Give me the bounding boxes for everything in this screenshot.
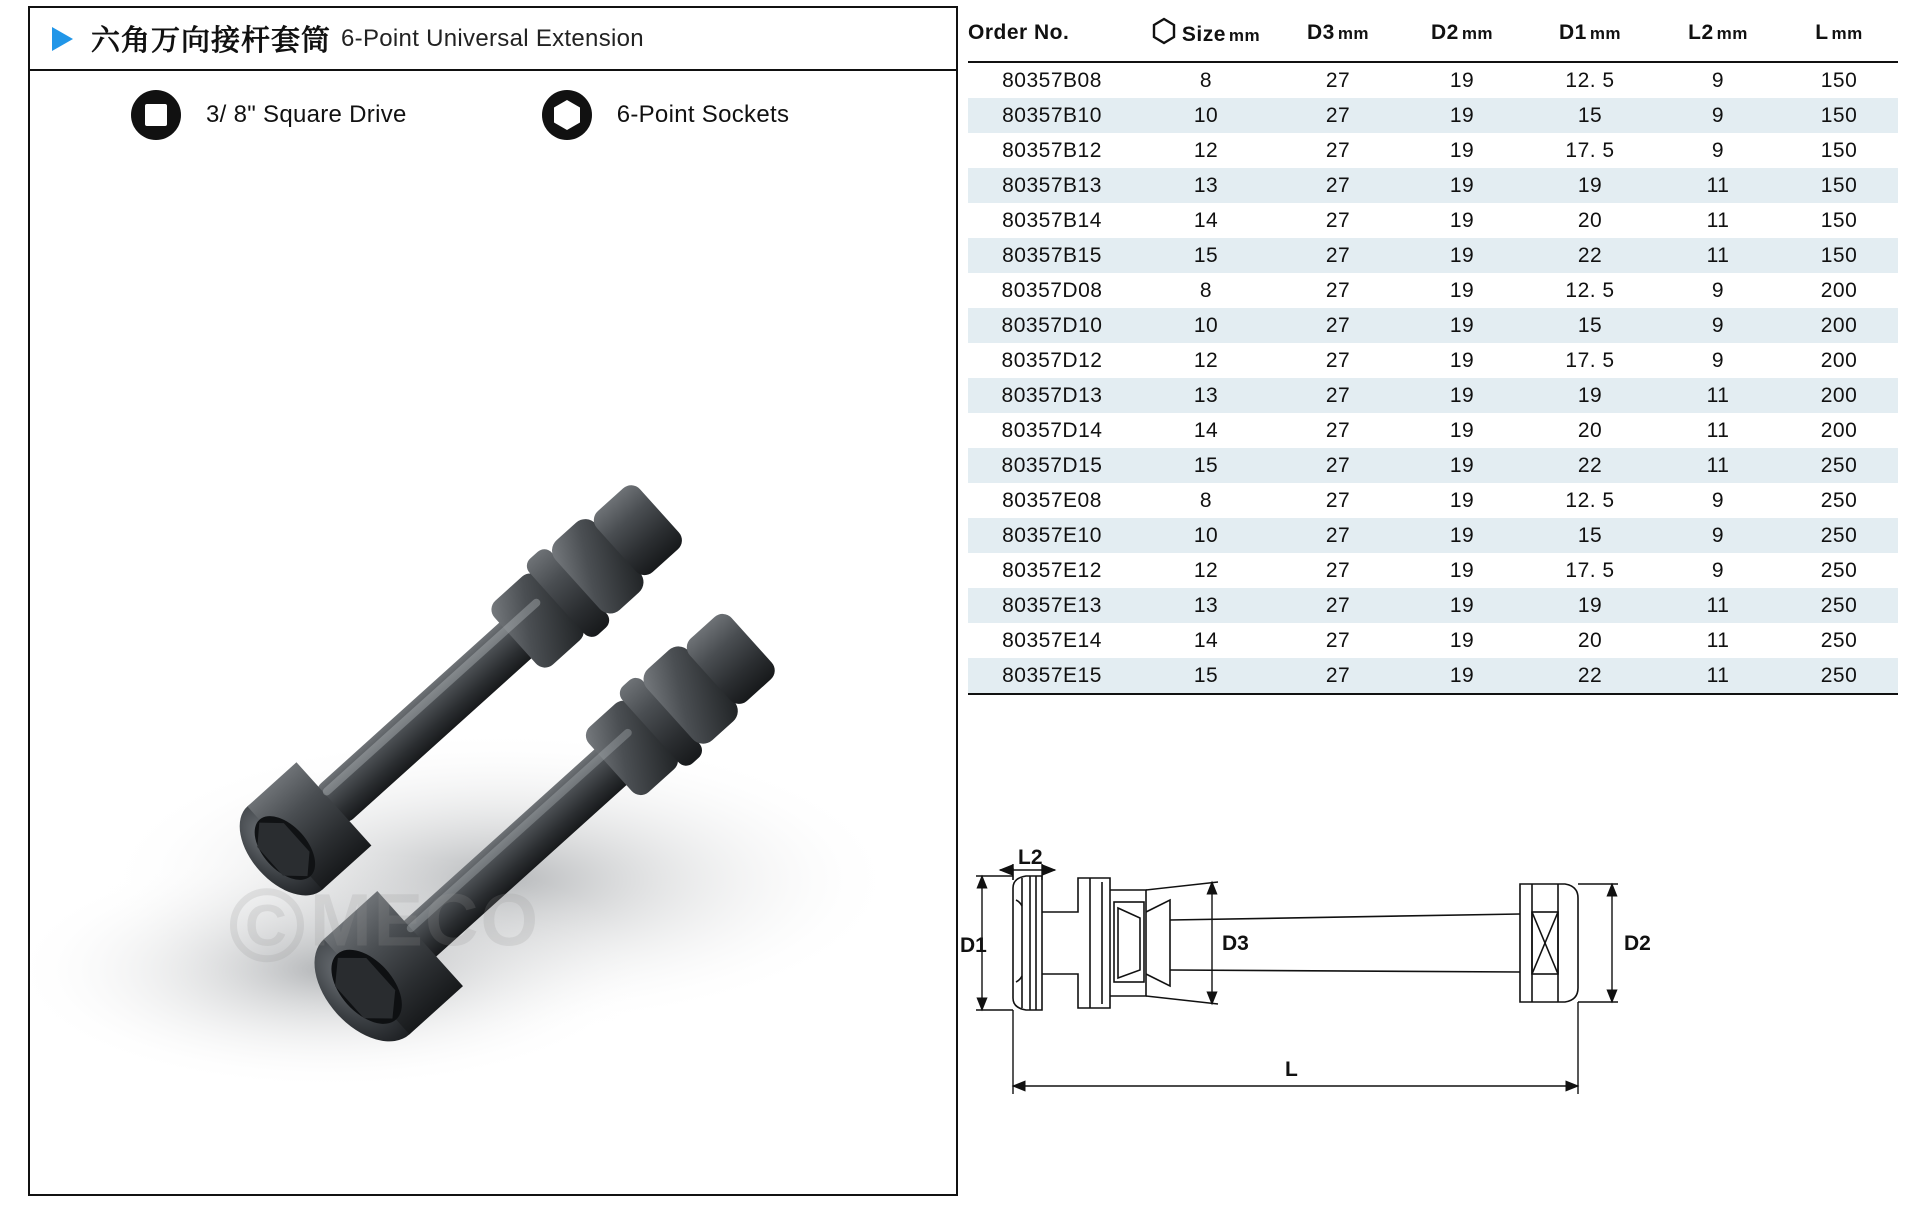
table-header-row xyxy=(968,8,1898,62)
cell-d1: 15 xyxy=(1577,524,1603,547)
cell-d2: 19 xyxy=(1449,279,1475,302)
cell-l: 150 xyxy=(1820,104,1858,127)
cell-l2: 9 xyxy=(1711,104,1725,127)
cell-order_no: 80357E12 xyxy=(1002,559,1102,582)
cell-order_no: 80357B15 xyxy=(1002,244,1102,267)
cell-d3: 27 xyxy=(1325,139,1351,162)
table-row xyxy=(968,273,1898,308)
cell-d2: 19 xyxy=(1449,384,1475,407)
cell-d2: 19 xyxy=(1449,524,1475,547)
cell-d1: 17. 5 xyxy=(1565,559,1615,582)
legend-item-square-drive xyxy=(128,87,407,143)
table-row xyxy=(968,343,1898,378)
cell-d3: 27 xyxy=(1325,314,1351,337)
watermark-circle: C xyxy=(230,889,304,963)
cell-d3: 27 xyxy=(1325,349,1351,372)
col-header-d3 xyxy=(1276,8,1400,62)
legend-label-square-drive: 3/ 8" Square Drive xyxy=(206,101,407,128)
cell-d1: 17. 5 xyxy=(1565,139,1615,162)
panel-title-bar xyxy=(30,8,956,71)
product-photo xyxy=(30,160,956,1194)
cell-d3: 27 xyxy=(1325,209,1351,232)
label-d1: D1 xyxy=(960,934,987,957)
cell-d3: 27 xyxy=(1276,658,1400,694)
cell-l: 150 xyxy=(1820,244,1858,267)
cell-d1: 22 xyxy=(1577,244,1603,267)
cell-order_no: 80357D08 xyxy=(1001,279,1103,302)
cell-l2: 9 xyxy=(1711,279,1725,302)
cell-d1: 12. 5 xyxy=(1565,69,1615,92)
product-panel xyxy=(28,6,958,1196)
cell-order_no: 80357D12 xyxy=(1001,349,1103,372)
col-unit-size: mm xyxy=(1228,26,1261,45)
cell-d1: 20 xyxy=(1577,629,1603,652)
col-unit-l2: mm xyxy=(1716,23,1748,43)
label-l: L xyxy=(1285,1058,1298,1081)
col-label-order-no: Order No. xyxy=(968,20,1070,44)
cell-l2: 9 xyxy=(1711,524,1725,547)
cell-d3: 27 xyxy=(1325,594,1351,617)
table-row xyxy=(968,98,1898,133)
cell-order_no: 80357B10 xyxy=(1002,104,1102,127)
cell-d3: 27 xyxy=(1325,279,1351,302)
cell-order_no: 80357D15 xyxy=(1001,454,1103,477)
cell-size: 13 xyxy=(1193,174,1219,197)
table-row xyxy=(968,553,1898,588)
cell-size: 10 xyxy=(1193,524,1219,547)
cell-l: 200 xyxy=(1820,384,1858,407)
cell-l2: 11 xyxy=(1706,629,1730,652)
cell-l2: 11 xyxy=(1706,384,1730,407)
col-label-d2: D2 xyxy=(1430,20,1459,44)
col-header-d1 xyxy=(1524,8,1656,62)
cell-l2: 9 xyxy=(1711,314,1725,337)
cell-d2: 19 xyxy=(1449,489,1475,512)
cell-l: 250 xyxy=(1780,658,1898,694)
cell-d3: 27 xyxy=(1325,454,1351,477)
play-triangle-icon xyxy=(52,27,73,51)
table-row xyxy=(968,308,1898,343)
col-unit-d2: mm xyxy=(1461,23,1494,43)
watermark-text: MECO xyxy=(310,878,540,962)
cell-size: 10 xyxy=(1193,314,1219,337)
hex-socket-icon xyxy=(539,87,595,143)
product-title-en: 6-Point Universal Extension xyxy=(341,24,644,52)
cell-size: 15 xyxy=(1136,658,1276,694)
cell-l2: 11 xyxy=(1706,419,1730,442)
cell-l: 250 xyxy=(1820,454,1858,477)
cell-l2: 9 xyxy=(1711,349,1725,372)
col-header-l2 xyxy=(1656,8,1780,62)
cell-d2: 19 xyxy=(1449,209,1475,232)
technical-drawing xyxy=(960,846,1910,1190)
cell-l2: 9 xyxy=(1711,489,1725,512)
cell-l: 250 xyxy=(1820,559,1858,582)
cell-l2: 11 xyxy=(1706,174,1730,197)
col-label-l: L xyxy=(1815,20,1829,44)
cell-order_no: 80357D10 xyxy=(1001,314,1103,337)
spec-table-wrap xyxy=(968,8,1898,695)
spec-table-body xyxy=(968,62,1898,694)
cell-d1: 19 xyxy=(1577,384,1603,407)
col-header-d2 xyxy=(1400,8,1524,62)
cell-l: 250 xyxy=(1820,594,1858,617)
cell-d1: 22 xyxy=(1524,658,1656,694)
cell-order_no: 80357D13 xyxy=(1001,384,1103,407)
cell-size: 14 xyxy=(1193,209,1219,232)
col-label-size: Size xyxy=(1181,23,1226,46)
cell-order_no: 80357E15 xyxy=(968,658,1136,694)
cell-d1: 20 xyxy=(1577,209,1603,232)
cell-d3: 27 xyxy=(1325,104,1351,127)
label-d3: D3 xyxy=(1222,932,1249,955)
cell-order_no: 80357E08 xyxy=(1002,489,1102,512)
cell-l: 250 xyxy=(1820,489,1858,512)
cell-d1: 12. 5 xyxy=(1565,489,1615,512)
cell-order_no: 80357B14 xyxy=(1002,209,1102,232)
cell-d1: 20 xyxy=(1577,419,1603,442)
cell-size: 13 xyxy=(1193,384,1219,407)
hex-icon xyxy=(1152,18,1176,44)
col-label-l2: L2 xyxy=(1688,20,1714,44)
table-row xyxy=(968,413,1898,448)
cell-order_no: 80357B08 xyxy=(1002,69,1102,92)
product-title-cn: 六角万向接杆套筒 xyxy=(91,23,332,57)
cell-l2: 11 xyxy=(1706,209,1730,232)
cell-l2: 11 xyxy=(1706,594,1730,617)
cell-l: 200 xyxy=(1820,419,1858,442)
cell-l: 200 xyxy=(1820,279,1858,302)
cell-size: 8 xyxy=(1199,489,1213,512)
cell-size: 8 xyxy=(1199,279,1213,302)
cell-d3: 27 xyxy=(1325,629,1351,652)
spec-table xyxy=(968,8,1898,695)
cell-d1: 15 xyxy=(1577,314,1603,337)
cell-d2: 19 xyxy=(1449,244,1475,267)
table-row xyxy=(968,168,1898,203)
col-header-size xyxy=(1136,8,1276,62)
table-row xyxy=(968,448,1898,483)
col-header-l xyxy=(1780,8,1898,62)
cell-d2: 19 xyxy=(1400,658,1524,694)
col-unit-d3: mm xyxy=(1337,23,1370,43)
cell-l2: 9 xyxy=(1711,69,1725,92)
col-unit-d1: mm xyxy=(1589,23,1622,43)
cell-l2: 11 xyxy=(1656,658,1780,694)
cell-order_no: 80357B12 xyxy=(1002,139,1102,162)
col-header-order-no xyxy=(968,8,1136,62)
label-d2: D2 xyxy=(1624,932,1651,955)
label-l2: L2 xyxy=(1018,846,1043,869)
cell-order_no: 80357E14 xyxy=(1002,629,1102,652)
cell-l: 150 xyxy=(1820,139,1858,162)
table-row xyxy=(968,133,1898,168)
square-drive-icon xyxy=(128,87,184,143)
col-label-d1: D1 xyxy=(1558,20,1587,44)
product-photo-illustration xyxy=(30,160,956,1194)
table-row xyxy=(968,483,1898,518)
cell-d2: 19 xyxy=(1449,454,1475,477)
cell-order_no: 80357B13 xyxy=(1002,174,1102,197)
dimension-diagram xyxy=(960,846,1910,1190)
cell-l: 150 xyxy=(1820,174,1858,197)
cell-d2: 19 xyxy=(1449,559,1475,582)
cell-d2: 19 xyxy=(1449,139,1475,162)
cell-d1: 15 xyxy=(1577,104,1603,127)
cell-size: 12 xyxy=(1193,139,1219,162)
cell-size: 15 xyxy=(1193,454,1219,477)
table-row xyxy=(968,623,1898,658)
table-row xyxy=(968,62,1898,98)
legend-item-hex-socket xyxy=(539,87,790,143)
cell-size: 10 xyxy=(1193,104,1219,127)
cell-order_no: 80357D14 xyxy=(1001,419,1103,442)
cell-d1: 19 xyxy=(1577,594,1603,617)
table-row xyxy=(968,588,1898,623)
cell-d1: 22 xyxy=(1577,454,1603,477)
cell-d3: 27 xyxy=(1325,559,1351,582)
cell-d3: 27 xyxy=(1325,69,1351,92)
legend-bar xyxy=(30,71,956,159)
col-label-d3: D3 xyxy=(1306,20,1335,44)
cell-l2: 9 xyxy=(1711,139,1725,162)
table-row xyxy=(968,658,1898,694)
cell-d2: 19 xyxy=(1449,594,1475,617)
cell-l: 250 xyxy=(1820,629,1858,652)
cell-l2: 9 xyxy=(1711,559,1725,582)
cell-d2: 19 xyxy=(1449,314,1475,337)
cell-l2: 11 xyxy=(1706,244,1730,267)
cell-d2: 19 xyxy=(1449,104,1475,127)
cell-d3: 27 xyxy=(1325,384,1351,407)
cell-order_no: 80357E13 xyxy=(1002,594,1102,617)
cell-size: 12 xyxy=(1193,559,1219,582)
cell-size: 14 xyxy=(1193,419,1219,442)
cell-d3: 27 xyxy=(1325,174,1351,197)
cell-d3: 27 xyxy=(1325,419,1351,442)
cell-d1: 12. 5 xyxy=(1565,279,1615,302)
spec-table-head xyxy=(968,8,1898,62)
cell-d3: 27 xyxy=(1325,489,1351,512)
legend-label-hex-socket: 6-Point Sockets xyxy=(616,101,790,128)
cell-d2: 19 xyxy=(1449,419,1475,442)
table-row xyxy=(968,203,1898,238)
cell-d3: 27 xyxy=(1325,524,1351,547)
cell-l2: 11 xyxy=(1706,454,1730,477)
cell-d2: 19 xyxy=(1449,629,1475,652)
cell-d2: 19 xyxy=(1449,349,1475,372)
table-row xyxy=(968,238,1898,273)
col-unit-l: mm xyxy=(1831,23,1863,43)
cell-d2: 19 xyxy=(1449,174,1475,197)
cell-d1: 17. 5 xyxy=(1565,349,1615,372)
cell-size: 14 xyxy=(1193,629,1219,652)
cell-d3: 27 xyxy=(1325,244,1351,267)
table-row xyxy=(968,518,1898,553)
cell-d1: 19 xyxy=(1577,174,1603,197)
cell-l: 200 xyxy=(1820,314,1858,337)
cell-size: 12 xyxy=(1193,349,1219,372)
cell-d2: 19 xyxy=(1449,69,1475,92)
cell-size: 13 xyxy=(1193,594,1219,617)
cell-l: 200 xyxy=(1820,349,1858,372)
cell-l: 150 xyxy=(1820,209,1858,232)
cell-order_no: 80357E10 xyxy=(1002,524,1102,547)
cell-l: 250 xyxy=(1820,524,1858,547)
table-row xyxy=(968,378,1898,413)
cell-l: 150 xyxy=(1820,69,1858,92)
cell-size: 15 xyxy=(1193,244,1219,267)
cell-size: 8 xyxy=(1199,69,1213,92)
